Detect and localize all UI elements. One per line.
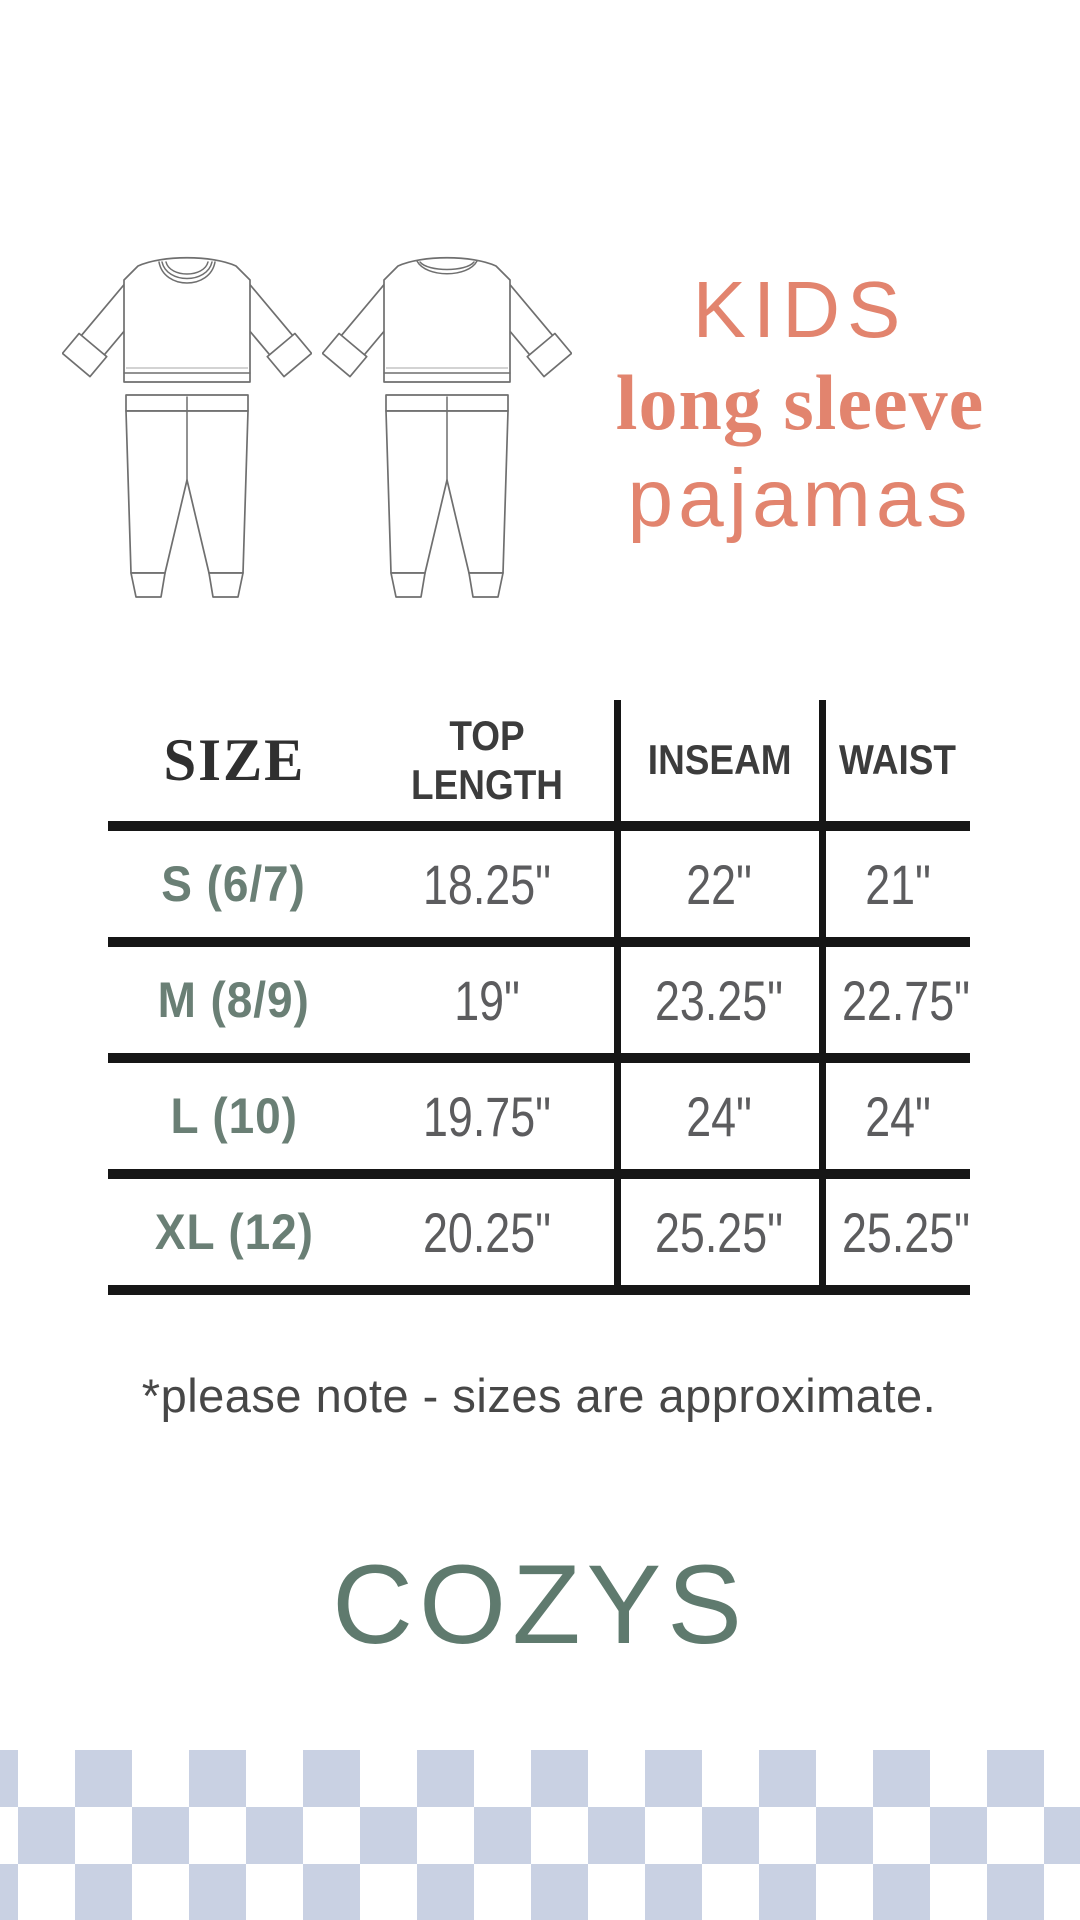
title-subject: pajamas xyxy=(627,453,973,544)
waist-cell: 24" xyxy=(822,1058,970,1174)
inseam-cell: 25.25" xyxy=(617,1174,822,1290)
column-header-inseam: INSEAM xyxy=(617,700,822,826)
table-header-row xyxy=(108,700,970,826)
size-cell: XL (12) xyxy=(108,1174,360,1290)
top-length-cell: 19.75" xyxy=(360,1058,617,1174)
pajama-illustrations xyxy=(58,240,578,600)
size-cell: L (10) xyxy=(108,1058,360,1174)
inseam-cell: 22" xyxy=(617,826,822,942)
table-row xyxy=(108,1174,970,1290)
table-row xyxy=(108,942,970,1058)
table-row xyxy=(108,1058,970,1174)
pajama-back-illustration xyxy=(322,240,572,600)
checkerboard-footer xyxy=(0,1750,1080,1920)
top-length-cell: 19" xyxy=(360,942,617,1058)
size-cell: M (8/9) xyxy=(108,942,360,1058)
title-emphasis: long sleeve xyxy=(615,359,985,446)
top-length-cell: 20.25" xyxy=(360,1174,617,1290)
footnote: *please note - sizes are approximate. xyxy=(141,1369,937,1422)
title-kicker: KIDS xyxy=(692,265,908,354)
inseam-cell: 23.25" xyxy=(617,942,822,1058)
table-row xyxy=(108,826,970,942)
brand-logo: COZYS xyxy=(332,1542,748,1667)
column-header-size: SIZE xyxy=(108,700,360,826)
size-cell: S (6/7) xyxy=(108,826,360,942)
size-chart-table xyxy=(108,700,970,1295)
column-header-top-length: TOP LENGTH xyxy=(360,700,617,826)
waist-cell: 22.75" xyxy=(822,942,970,1058)
top-length-cell: 18.25" xyxy=(360,826,617,942)
waist-cell: 21" xyxy=(822,826,970,942)
inseam-cell: 24" xyxy=(617,1058,822,1174)
pajama-front-illustration xyxy=(62,240,312,600)
page-title xyxy=(575,265,1025,544)
column-header-waist: WAIST xyxy=(822,700,970,826)
waist-cell: 25.25" xyxy=(822,1174,970,1290)
